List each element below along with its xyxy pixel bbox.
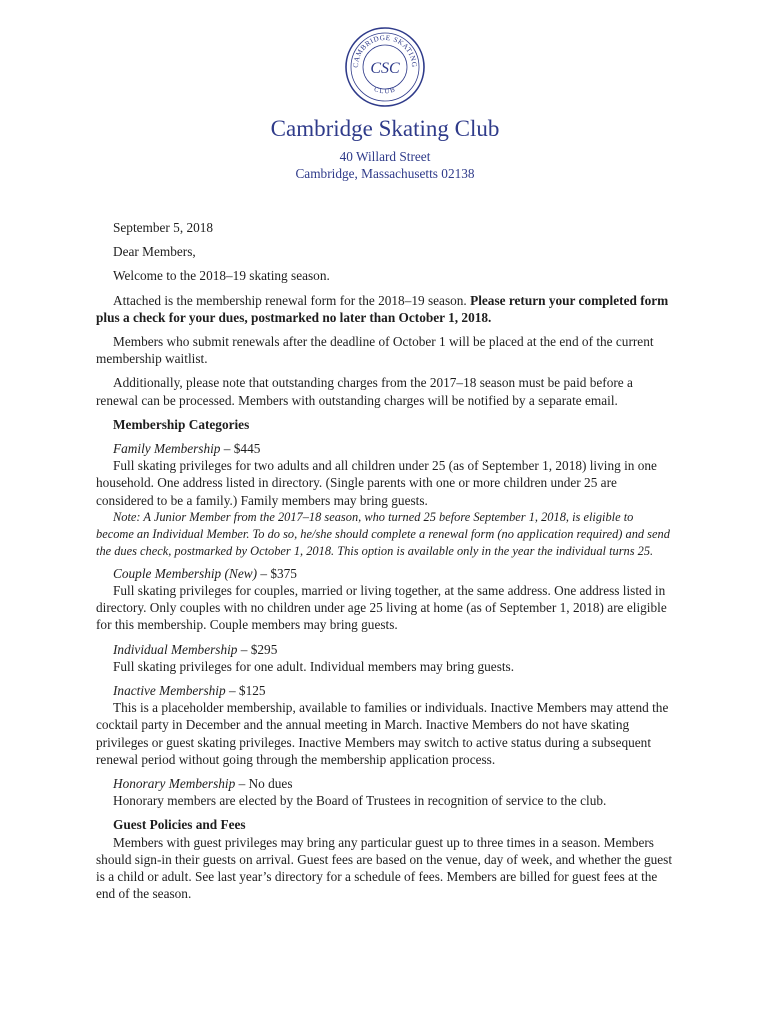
couple-membership-description: Full skating privileges for couples, married or living together, at the same address. One address listed in directory. Only couples with no children under age 25 living at home (as of September 1, 2018) are eligible for this membership. Couple members may bring guests. (96, 583, 667, 633)
individual-membership-description: Full skating privileges for one adult. Individual members may bring guests. (113, 658, 515, 674)
address-line-2: Cambridge, Massachusetts 02138 (295, 166, 475, 181)
salutation: Dear Members, (113, 244, 196, 260)
couple-membership-name: Couple Membership (New) (113, 565, 258, 581)
honorary-membership-price: – No dues (235, 776, 293, 792)
honorary-membership-name: Honorary Membership (113, 776, 236, 792)
club-seal-logo (344, 26, 426, 108)
couple-membership-title (96, 565, 674, 582)
junior-member-note: Note: A Junior Member from the 2017–18 season, who turned 25 before September 1, 2018, is eligible to become an Individual Member. To do so, he/she should complete a renewal form (no application required) and send the dues check, postmarked by October 1, 2018. This option is available only in the year the individual turns 25. (96, 509, 670, 558)
club-name: Cambridge Skating Club (270, 116, 500, 141)
late-renewal-paragraph: Members who submit renewals after the deadline of October 1 will be placed at the end of the current membership waitlist. (96, 334, 654, 367)
seal-text-bottom: CLUB (372, 85, 398, 96)
svg-text:CLUB (373, 85, 397, 95)
renewal-deadline-emphasis: Please return your completed form plus a check for your dues, postmarked no later than October 1, 2018. (96, 292, 669, 325)
renewal-intro: Attached is the membership renewal form for the 2018–19 season. (113, 292, 471, 308)
inactive-membership-description: This is a placeholder membership, available to families or individuals. Inactive Members may attend the cocktail party in December and the annual meeting in March. Inactive Members do not have skating privileges or guest skating privileges. Inactive Members may switch to active status during a subsequent renewal period without going through the membership application process. (96, 700, 669, 767)
inactive-membership-title (96, 682, 674, 699)
honorary-membership-description: Honorary members are elected by the Board of Trustees in recognition of service to the club. (113, 793, 607, 809)
inactive-membership-name: Inactive Membership (113, 683, 226, 699)
guest-policies-description: Members with guest privileges may bring any particular guest up to three times in a season. Members should sign-in their guests on arrival. Guest fees are based on the venue, day of week, and whether the guest is a child or adult. See last year’s directory for a schedule of fees. Members are billed for guest fees at the end of the season. (96, 834, 673, 902)
individual-membership-title (96, 641, 674, 658)
membership-categories-heading: Membership Categories (113, 416, 250, 432)
address-line-1: 40 Willard Street (339, 149, 431, 164)
individual-membership-price: – $295 (237, 641, 278, 657)
welcome-paragraph: Welcome to the 2018–19 skating season. (113, 268, 330, 284)
outstanding-charges-paragraph: Additionally, please note that outstanding charges from the 2017–18 season must be paid before a renewal can be processed. Members with outstanding charges will be notified by a separate email. (96, 375, 633, 408)
letter-date: September 5, 2018 (113, 220, 214, 235)
honorary-membership-title (96, 775, 674, 792)
guest-policies-heading: Guest Policies and Fees (113, 817, 246, 833)
renewal-paragraph (96, 292, 674, 326)
family-membership-description: Full skating privileges for two adults and all children under 25 (as of September 1, 2018) living in one household. One address listed in directory. (Single parents with one or more children under 25 are considered to be a family.) Family members may bring guests. (96, 458, 657, 508)
inactive-membership-price: – $125 (225, 683, 266, 699)
seal-text-top: CAMBRIDGE SKATING (351, 33, 419, 68)
family-membership-name: Family Membership (113, 441, 221, 457)
couple-membership-price: – $375 (257, 565, 297, 581)
family-membership-title (96, 440, 674, 457)
individual-membership-name: Individual Membership (113, 641, 238, 657)
seal-monogram: CSC (370, 60, 400, 77)
family-membership-price: – $445 (220, 441, 261, 457)
letter-body (96, 219, 674, 903)
